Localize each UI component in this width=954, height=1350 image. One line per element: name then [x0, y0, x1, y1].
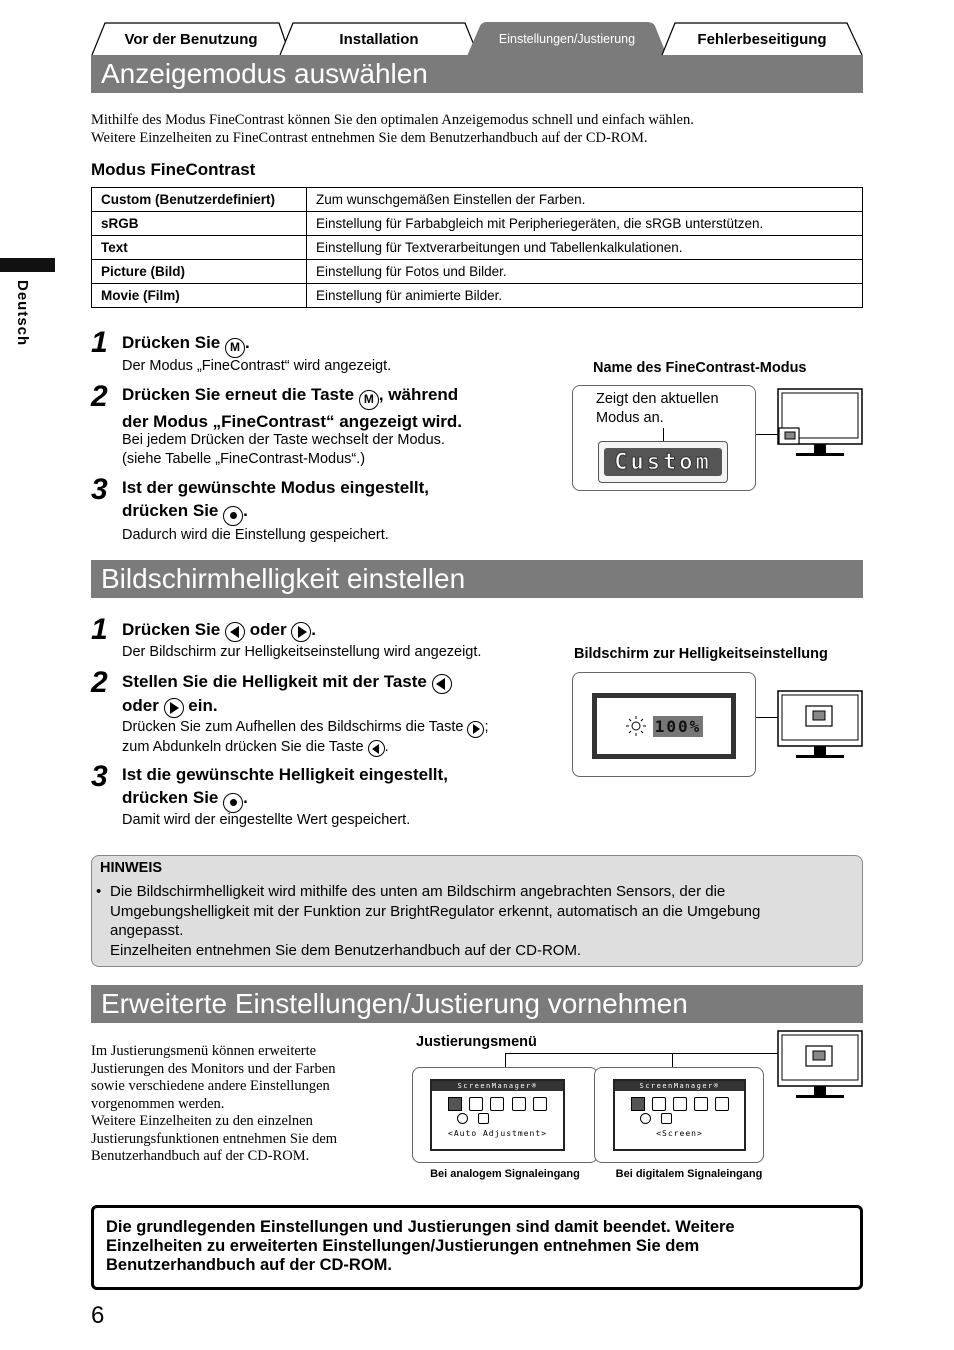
finecontrast-table [91, 187, 863, 308]
note-title: HINWEIS [100, 860, 163, 876]
tab-vor-der-benutzung[interactable]: Vor der Benutzung [91, 22, 291, 56]
menu-caption: Bei digitalem Signaleingang [615, 1168, 763, 1180]
sun-icon [625, 715, 647, 737]
step-heading: Drücken Sie erneut die Taste M , während der Modus „FineContrast“ angezeigt wird. [122, 385, 463, 431]
step-body: Dadurch wird die Einstellung gespeichert. [122, 527, 389, 543]
side-marker [0, 258, 55, 272]
mode-key-icon: M [359, 390, 379, 410]
connector-line [756, 434, 778, 435]
step-number: 2 [91, 380, 108, 413]
menu-icons [615, 1091, 744, 1111]
final-note: Die grundlegenden Einstellungen und Justierungen sind damit beendet. Weitere Einzelheiten zu erweiterten Einstellungen/Justierungen entnehmen Sie dem Benutzerhandbuch auf der CD-ROM. [91, 1205, 863, 1290]
figure-caption: Name des FineContrast-Modus [593, 360, 807, 376]
figure-caption: Justierungsmenü [416, 1034, 537, 1050]
screenmanager-menu: ScreenManager® <Screen> [613, 1079, 746, 1151]
step-number: 2 [91, 666, 108, 699]
monitor-icon [776, 1029, 864, 1101]
page-number: 6 [91, 1302, 105, 1329]
tab-einstellungen-justierung[interactable]: Einstellungen/Justierung [467, 22, 667, 56]
left-key-icon [225, 622, 245, 642]
tab-fehlerbeseitigung[interactable]: Fehlerbeseitigung [661, 22, 863, 56]
step-heading: Ist der gewünschte Modus eingestellt, drücken Sie . [122, 476, 429, 526]
step-body: Der Bildschirm zur Helligkeitseinstellung wird angezeigt. [122, 644, 482, 660]
step-number: 3 [91, 760, 108, 793]
table-row: Movie (Film) Einstellung für animierte Bilder. [92, 284, 863, 308]
callout-line [663, 428, 664, 442]
table-row: Text Einstellung für Textverarbeitungen und Tabellenkalkulationen. [92, 236, 863, 260]
connector-line [672, 1053, 673, 1067]
section-title-erweitert: Erweiterte Einstellungen/Justierung vornehmen [91, 985, 863, 1023]
left-key-icon [432, 674, 452, 694]
table-row: Picture (Bild) Einstellung für Fotos und Bilder. [92, 260, 863, 284]
mode-key-icon: M [225, 338, 245, 358]
section-title-helligkeit: Bildschirmhelligkeit einstellen [91, 560, 863, 598]
right-key-icon [164, 698, 184, 718]
step-heading: Ist die gewünschte Helligkeit eingestellt, drücken Sie . [122, 763, 448, 813]
mode-display [598, 441, 728, 483]
note-text: • Die Bildschirmhelligkeit wird mithilfe des unten am Bildschirm angebrachten Sensors, der die Umgebungshelligkeit mit der Funktion zur BrightRegulator erkennt, automatisch an die Umgebung angepasst. Einzelheiten entnehmen Sie dem Benutzerhandbuch auf der CD-ROM. [96, 883, 761, 959]
mode-label: Custom [614, 449, 712, 475]
menu-caption: Bei analogem Signaleingang [430, 1168, 580, 1180]
connector-line [756, 717, 778, 718]
section3-body: Im Justierungsmenü können erweiterte Justierungen des Monitors und der Farben sowie verschiedene andere Einstellungen vorgenommen werden. Weitere Einzelheiten zu den einzelnen Justierungsfunktionen entnehmen Sie dem Benutzerhandbuch auf der CD-ROM. [91, 1043, 338, 1164]
right-key-icon [467, 721, 484, 738]
step-body: Damit wird der eingestellte Wert gespeichert. [122, 812, 411, 828]
connector-line [505, 1053, 778, 1054]
brightness-display [592, 693, 736, 759]
enter-key-icon [223, 793, 243, 813]
screenmanager-menu: ScreenManager® <Auto Adjustment> [430, 1079, 565, 1151]
step-heading: Stellen Sie die Helligkeit mit der Taste oder ein. [122, 670, 452, 718]
step-number: 1 [91, 326, 108, 359]
table-row: Custom (Benutzerdefiniert) Zum wunschgemäßen Einstellen der Farben. [92, 188, 863, 212]
table-row: sRGB Einstellung für Farbabgleich mit Peripheriegeräten, die sRGB unterstützen. [92, 212, 863, 236]
step-number: 1 [91, 613, 108, 646]
table-title: Modus FineContrast [91, 160, 256, 179]
step-body: Der Modus „FineContrast“ wird angezeigt. [122, 358, 392, 374]
right-key-icon [291, 622, 311, 642]
monitor-icon [776, 387, 864, 459]
tab-bar [91, 22, 863, 56]
intro-text: Mithilfe des Modus FineContrast können Sie den optimalen Anzeigemodus schnell und einfach wählen. Weitere Einzelheiten zu FineContrast entnehmen Sie dem Benutzerhandbuch auf der CD-ROM. [91, 112, 694, 146]
step-body: Drücken Sie zum Aufhellen des Bildschirms die Taste ; zum Abdunkeln drücken Sie die Taste . [122, 718, 489, 757]
monitor-icon [776, 689, 864, 761]
tab-installation[interactable]: Installation [279, 22, 479, 56]
step-number: 3 [91, 473, 108, 506]
callout-text: Zeigt den aktuellen Modus an. [596, 391, 719, 426]
left-key-icon [368, 740, 385, 757]
section-title-anzeigemodus: Anzeigemodus auswählen [91, 55, 863, 93]
figure-caption: Bildschirm zur Helligkeitseinstellung [574, 646, 828, 662]
brightness-value: 100% [654, 716, 702, 736]
step-heading: Drücken Sie oder . [122, 618, 316, 642]
side-language-label: Deutsch [14, 280, 31, 347]
step-body: Bei jedem Drücken der Taste wechselt der Modus. (siehe Tabelle „FineContrast-Modus“.) [122, 432, 445, 467]
enter-key-icon [223, 506, 243, 526]
step-heading: Drücken Sie M . [122, 331, 250, 358]
menu-icons [432, 1091, 563, 1111]
connector-line [505, 1053, 506, 1067]
